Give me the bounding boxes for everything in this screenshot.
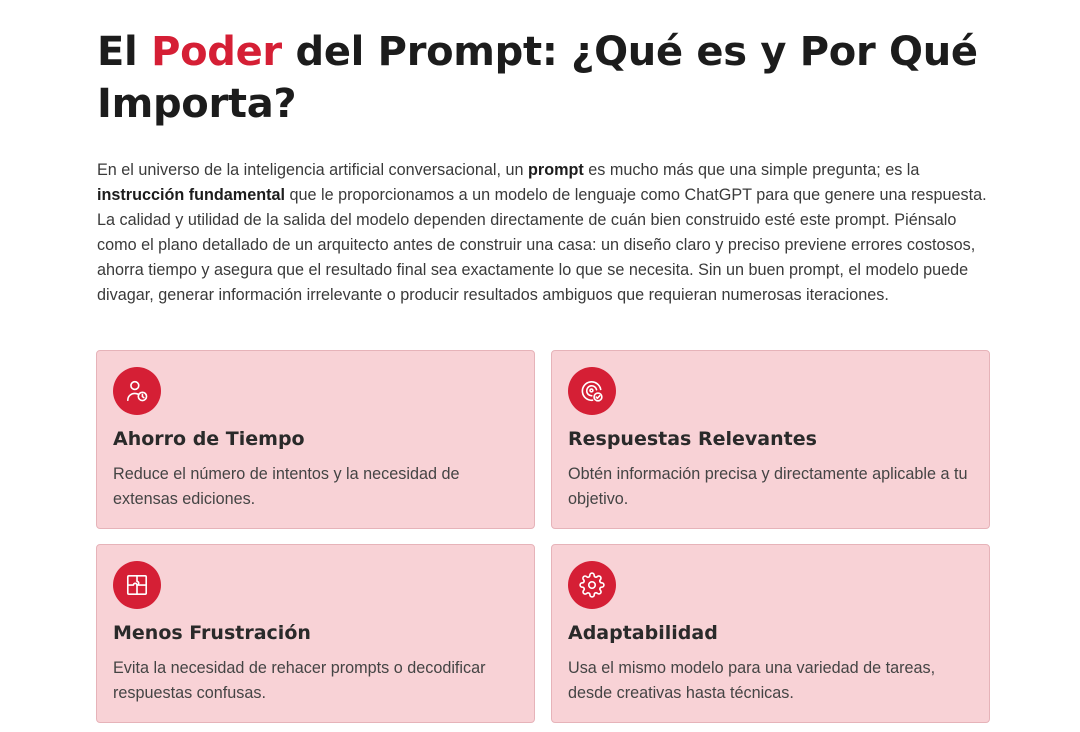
card-description: Obtén información precisa y directamente aplicable a tu objetivo. — [568, 465, 968, 508]
feature-card-frustration — [96, 544, 535, 723]
feature-card-adaptability — [551, 544, 990, 723]
card-description: Usa el mismo modelo para una variedad de tareas, desde creativas hasta técnicas. — [568, 659, 936, 702]
feature-card-relevance — [551, 350, 990, 529]
user-clock-icon — [113, 367, 161, 415]
target-check-icon — [568, 367, 616, 415]
puzzle-icon — [113, 561, 161, 609]
gear-icon — [568, 561, 616, 609]
title-prefix: El — [97, 29, 152, 75]
card-title: Respuestas Relevantes — [568, 428, 817, 450]
intro-text-2: es mucho más que una simple pregunta; es la — [583, 161, 920, 179]
card-description: Reduce el número de intentos y la necesidad de extensas ediciones. — [113, 465, 460, 508]
intro-text-1: En el universo de la inteligencia artificial conversacional, un — [97, 161, 529, 179]
card-title: Ahorro de Tiempo — [113, 428, 305, 450]
card-title: Adaptabilidad — [568, 622, 718, 644]
intro-bold-instruction: instrucción fundamental — [97, 186, 285, 204]
title-suffix: del Prompt: ¿Qué es y Por Qué Importa? — [97, 29, 978, 127]
intro-bold-prompt: prompt — [528, 161, 584, 179]
feature-card-time — [96, 350, 535, 529]
page-title — [97, 26, 997, 130]
intro-text-3: que le proporcionamos a un modelo de lenguaje como ChatGPT para que genere una respuesta. La calidad y utilidad de la salida del modelo dependen directamente de cuán bien construido esté este prompt. Piénsalo como el plano detallado de un arquitecto antes de construir una casa: un diseño claro y preciso previene errores costosos, ahorra tiempo y asegura que el resultado final sea exactamente lo que se necesita. Sin un buen prompt, el modelo puede divagar, generar información irrelevante o producir resultados ambiguos que requieran numerosas iteraciones. — [97, 186, 987, 304]
intro-paragraph — [97, 158, 987, 308]
card-description: Evita la necesidad de rehacer prompts o decodificar respuestas confusas. — [113, 659, 486, 702]
card-title: Menos Frustración — [113, 622, 311, 644]
title-highlight: Poder — [151, 29, 282, 75]
